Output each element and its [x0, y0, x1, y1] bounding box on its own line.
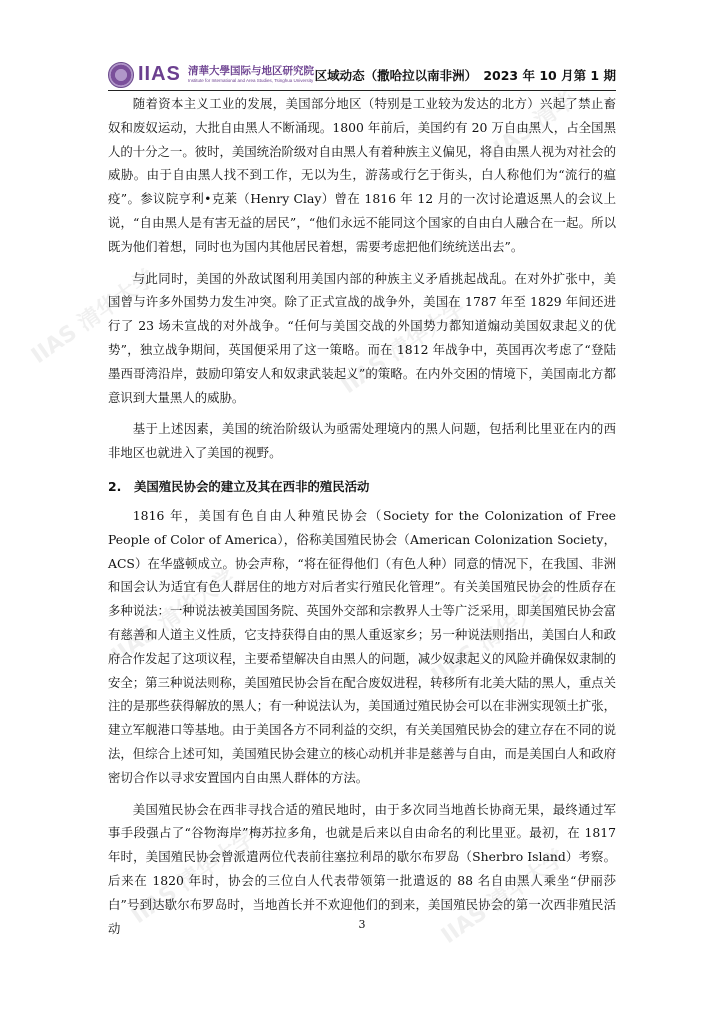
watermark: IIAS 清华大学 — [337, 295, 471, 399]
brand-logo: IIAS — [138, 63, 181, 85]
issue-title: 区域动态（撒哈拉以南非洲） 2023 年 10 月第 1 期 — [314, 68, 616, 83]
page-number: 3 — [358, 918, 366, 931]
paragraph-4: 1816 年，美国有色自由人种殖民协会（Society for the Colonization of Free People of Color of America），俗称美国殖民协会（American Colonization Society，ACS）在华盛顿成立。协会声称，“将在征得他们（有色人种）同意的情况下，在我国、非洲和国会认为适宜有色人群居住的地方对后者实行殖民化管理”。有关美国殖民协会的性质存在多种说法：一种说法被美国国务院、英国外交部和宗教界人士等广泛采用，即美国殖民协会富有慈善和人道主义性质，它支持获得自由的黑人重返家乡；另一种说法则指出，美国白人和政府合作发起了这项议程，主要希望解决自由黑人的问题，减少奴隶起义的风险并确保奴隶制的安全；第三种说法则称，美国殖民协会旨在配合废奴进程，转移所有北美大陆的黑人，重点关注的是那些获得解放的黑人；有一种说法认为，美国通过殖民协会可以在非洲实现领土扩张，建立军舰港口等基地。由于美国各方不同利益的交织，有关美国殖民协会的建立存在不同的说法，但综合上述可知，美国殖民协会建立的核心动机并非是慈善与自由，而是美国白人和政府密切合作以寻求安置国内自由黑人群体的方法。 — [108, 507, 617, 785]
watermark: IIAS 清华 — [483, 87, 581, 167]
watermark: IIAS 清华大学 — [437, 845, 571, 949]
institute-name: 清華大學国际与地区研究院 — [188, 65, 314, 77]
section-heading — [108, 475, 616, 498]
section-number: 2. — [108, 478, 122, 494]
paragraph-5: 美国殖民协会在西非寻找合适的殖民地时，由于多次同当地酋长协商无果，最终通过军事手段强占了“谷物海岸”梅苏拉多角，也就是后来以自由命名的利比里亚。最初，在 1817 年时，美国殖民协会曾派遣两位代表前往塞拉利昂的歇尔布罗岛（Sherbro Island）考察。后来在 1820 年时，协会的三位白人代表带领第一批遣返的 88 名自由黑人乘坐“伊丽莎白”号到达歇尔布罗岛时，当地酋长并不欢迎他们的到来，美国殖民协会的第一次西非殖民活动 — [108, 801, 616, 936]
paragraph-2: 与此同时，美国的外敌试图利用美国内部的种族主义矛盾挑起战乱。在对外扩张中，美国曾与许多外国势力发生冲突。除了正式宣战的战争外，美国在 1787 年至 1829 年间还进行了 23 场未宣战的对外战争。“任何与美国交战的外国势力都知道煽动美国奴隶起义的优势”，独立战争期间，英国便采用了这一策略。而在 1812 年战争中，英国再次考虑了“登陆墨西哥湾沿岸，鼓励印第安人和奴隶武装起义”的策略。在内外交困的情境下，美国南北方都意识到大量黑人的威胁。 — [108, 270, 616, 405]
institute-seal-icon — [108, 62, 134, 88]
watermark: IIAS 清华大学 — [107, 565, 241, 669]
watermark: IIAS 清华大学 — [427, 585, 561, 689]
watermark: IIAS 清华大学 — [127, 825, 261, 929]
paragraph-3: 基于上述因素，美国的统治阶级认为亟需处理境内的黑人问题，包括利比里亚在内的西非地区也就进入了美国的视野。 — [108, 421, 616, 461]
paragraph-1: 随着资本主义工业的发展，美国部分地区（特别是工业较为发达的北方）兴起了禁止畜奴和废奴运动，大批自由黑人不断涌现。1800 年前后，美国约有 20 万自由黑人，占全国黑人的十分之一。彼时，美国统治阶级对自由黑人有着种族主义偏见，将自由黑人视为对社会的威胁。由于自由黑人找不到工作，无以为生，游荡或行乞于街头，白人称他们为“流行的瘟疫”。参议院亨利•克莱（Henry Clay）曾在 1816 年 12 月的一次讨论遣返黑人的会议上说，“自由黑人是有害无益的居民”，“他们永远不能同这个国家的自由白人融合在一起。所以既为他们着想，同时也为国内其他居民着想，需要考虑把他们统统送出去”。 — [108, 96, 617, 254]
section-title: 美国殖民协会的建立及其在西非的殖民活动 — [134, 478, 370, 494]
watermark: IIAS 清华大学 — [27, 265, 161, 369]
document-body — [108, 92, 616, 940]
institute-subtitle: Institute for International and Area Studies, Tsinghua University — [188, 78, 314, 83]
page-header — [108, 60, 616, 91]
